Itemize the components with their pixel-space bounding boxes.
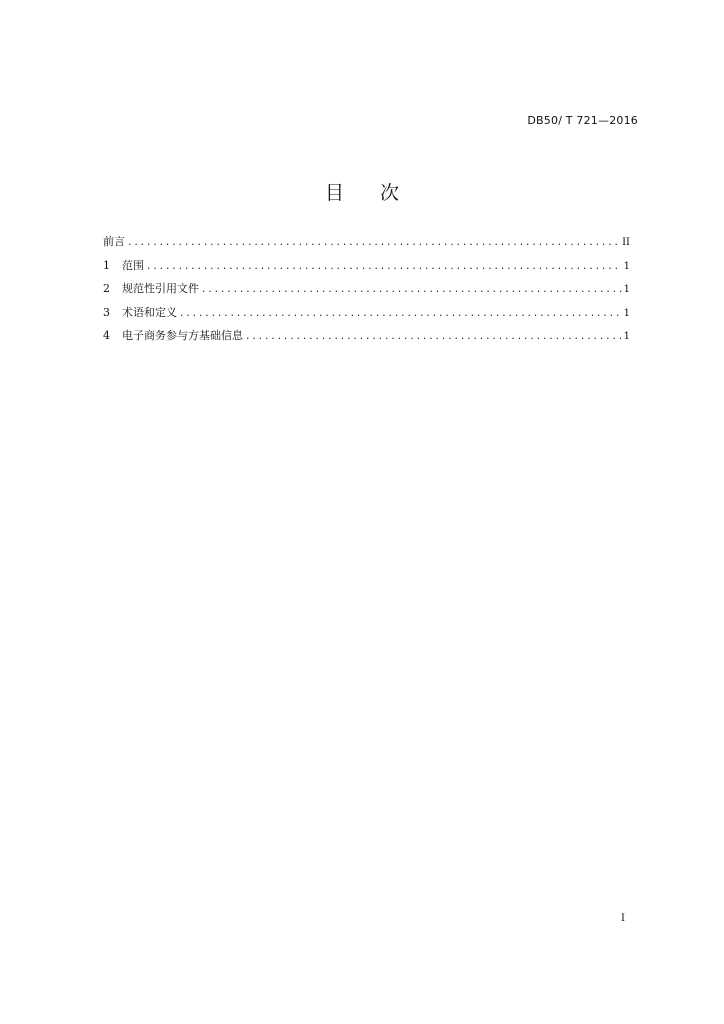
document-standard-code: DB50/ T 721—2016 bbox=[527, 114, 638, 127]
toc-dot-leader bbox=[179, 309, 622, 319]
toc-entry-page: II bbox=[622, 237, 630, 248]
toc-entry-number: 2 bbox=[103, 282, 110, 295]
toc-entry-label: 前言 bbox=[103, 235, 125, 248]
toc-dot-leader bbox=[201, 285, 622, 295]
toc-title bbox=[0, 178, 724, 205]
toc-entry-normative-references[interactable] bbox=[103, 280, 630, 304]
toc-entry-scope[interactable] bbox=[103, 257, 630, 281]
toc-entry-foreword[interactable] bbox=[103, 233, 630, 257]
toc-entry-page: 1 bbox=[623, 284, 630, 295]
toc-list bbox=[103, 233, 630, 351]
toc-entry-participant-info[interactable] bbox=[103, 327, 630, 351]
toc-entry-label: 电子商务参与方基础信息 bbox=[122, 329, 243, 342]
toc-entry-page: 1 bbox=[623, 307, 630, 319]
toc-entry-number: 4 bbox=[103, 329, 110, 342]
toc-title-char: 次 bbox=[380, 182, 400, 204]
toc-entry-page: 1 bbox=[623, 260, 630, 272]
toc-entry-page: 1 bbox=[623, 331, 630, 342]
toc-entry-label: 规范性引用文件 bbox=[122, 282, 199, 295]
toc-entry-label: 术语和定义 bbox=[122, 305, 177, 319]
toc-entry-number: 1 bbox=[103, 258, 110, 272]
page-number: I bbox=[621, 913, 625, 924]
toc-entry-label: 范围 bbox=[122, 258, 144, 272]
toc-entry-number: 3 bbox=[103, 305, 110, 319]
toc-dot-leader bbox=[245, 332, 622, 342]
toc-dot-leader bbox=[127, 238, 620, 248]
toc-entry-terms-definitions[interactable] bbox=[103, 304, 630, 328]
toc-dot-leader bbox=[146, 262, 622, 272]
toc-title-char: 目 bbox=[324, 182, 344, 204]
